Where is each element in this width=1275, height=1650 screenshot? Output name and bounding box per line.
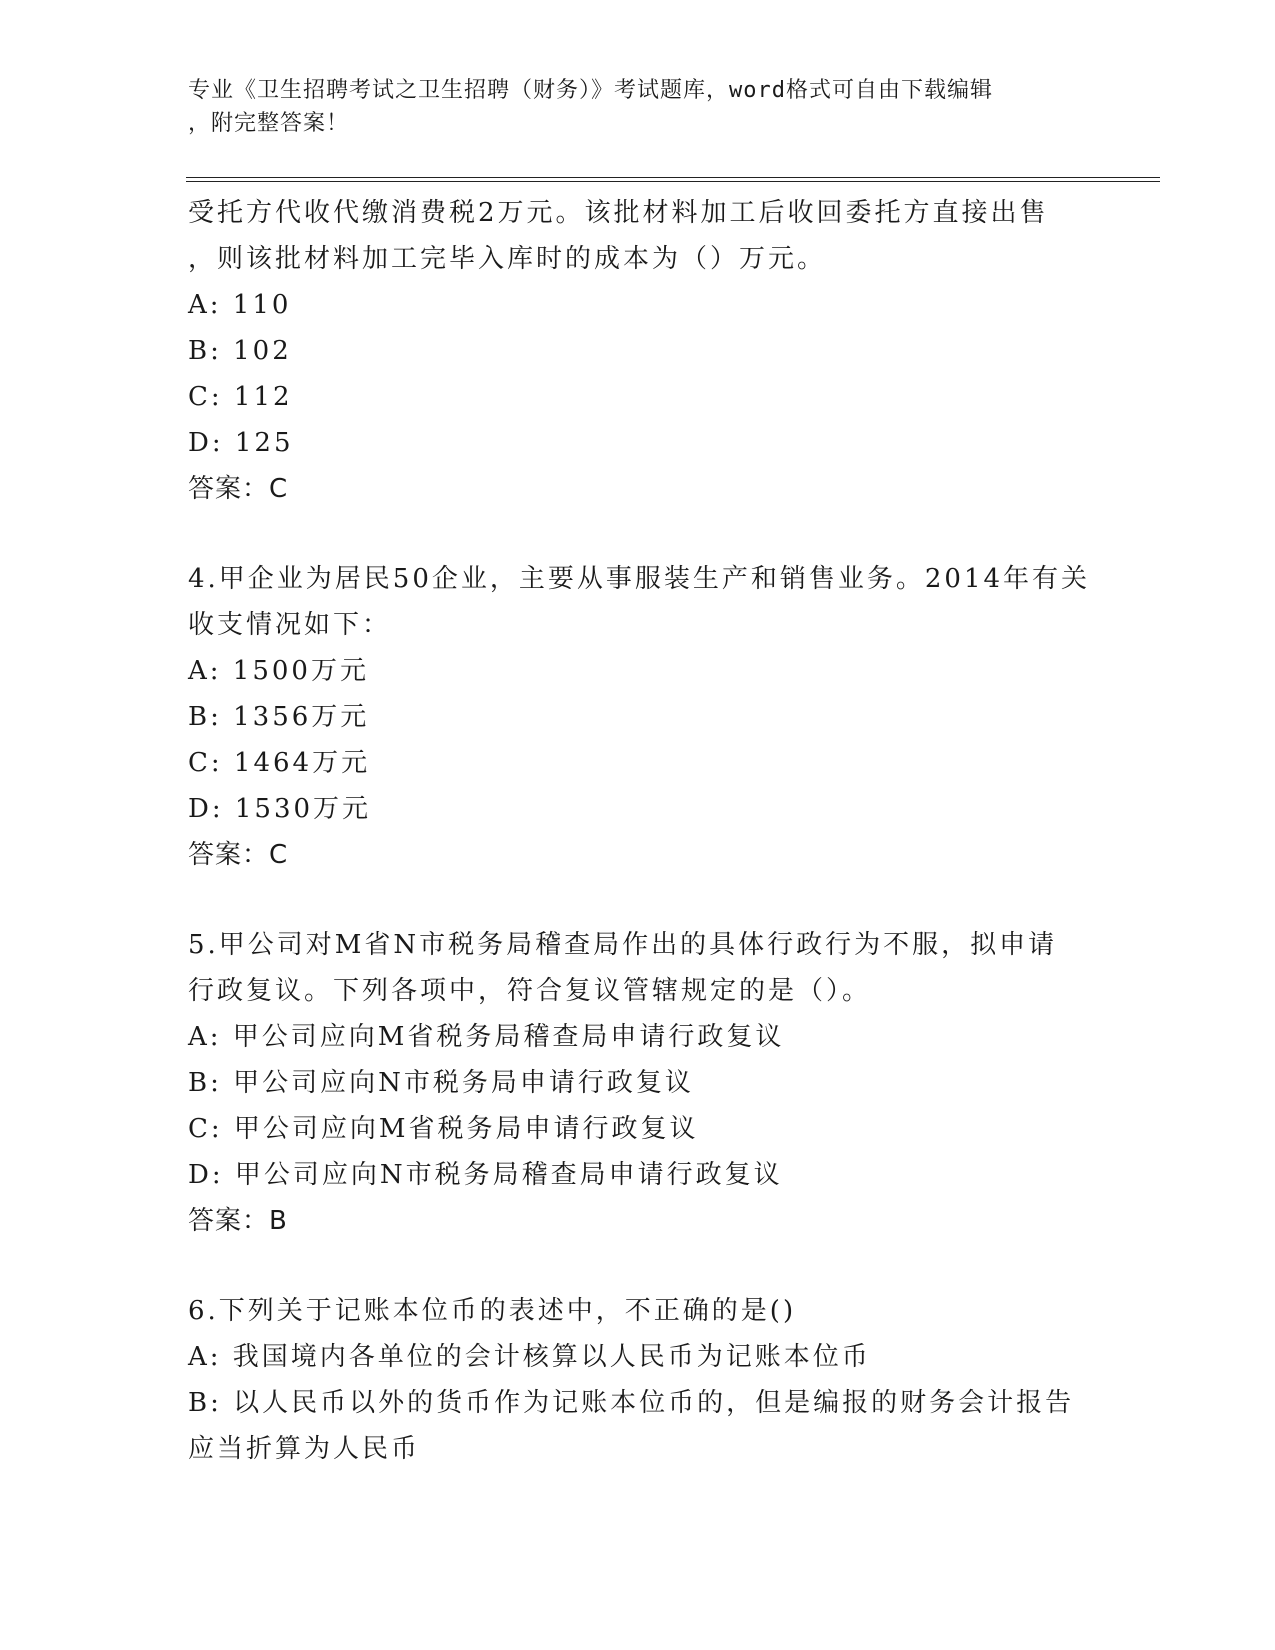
option-c: C: 甲公司应向M省税务局申请行政复议 [188, 1114, 699, 1144]
option-a: A: 我国境内各单位的会计核算以人民币为记账本位币 [188, 1342, 871, 1372]
option-c: C: 1464万元 [188, 748, 371, 778]
question-stem-line: 6.下列关于记账本位币的表述中，不正确的是() [188, 1296, 797, 1326]
question-stem-line: 受托方代收代缴消费税2万元。该批材料加工后收回委托方直接出售 [188, 198, 1049, 228]
answer-label: 答案：B [188, 1206, 288, 1236]
option-b: B: 102 [188, 336, 292, 366]
option-c: C: 112 [188, 382, 293, 412]
question-5 [188, 922, 1088, 1244]
option-a: A: 110 [188, 290, 292, 320]
option-d: D: 甲公司应向N市税务局稽查局申请行政复议 [188, 1160, 783, 1190]
option-d: D: 1530万元 [188, 794, 372, 824]
answer-label: 答案：C [188, 840, 289, 870]
option-d: D: 125 [188, 428, 294, 458]
question-6 [188, 1288, 1088, 1472]
question-stem-line: 4.甲企业为居民50企业，主要从事服装生产和销售业务。2014年有关 [188, 564, 1091, 594]
option-b: B: 以人民币以外的货币作为记账本位币的，但是编报的财务会计报告 [188, 1388, 1075, 1418]
option-b-continued: 应当折算为人民币 [188, 1434, 421, 1464]
header-line-2: ，附完整答案！ [188, 111, 350, 136]
question-stem-line: ，则该批材料加工完毕入库时的成本为（）万元。 [188, 244, 827, 274]
question-stem-line: 行政复议。下列各项中，符合复议管辖规定的是（）。 [188, 976, 872, 1006]
question-3 [188, 190, 1088, 512]
document-header [188, 74, 1088, 140]
question-stem-line: 收支情况如下： [188, 610, 392, 640]
option-b: B: 1356万元 [188, 702, 370, 732]
question-stem-line: 5.甲公司对M省N市税务局稽查局作出的具体行政行为不服，拟申请 [188, 930, 1058, 960]
question-4 [188, 556, 1091, 878]
option-b: B: 甲公司应向N市税务局申请行政复议 [188, 1068, 694, 1098]
answer-label: 答案：C [188, 474, 289, 504]
header-line-1: 专业《卫生招聘考试之卫生招聘（财务）》考试题库，word格式可自由下载编辑 [188, 78, 993, 103]
option-a: A: 甲公司应向M省税务局稽查局申请行政复议 [188, 1022, 785, 1052]
header-double-rule [186, 177, 1160, 182]
option-a: A: 1500万元 [188, 656, 369, 686]
question-list [188, 190, 1091, 1472]
